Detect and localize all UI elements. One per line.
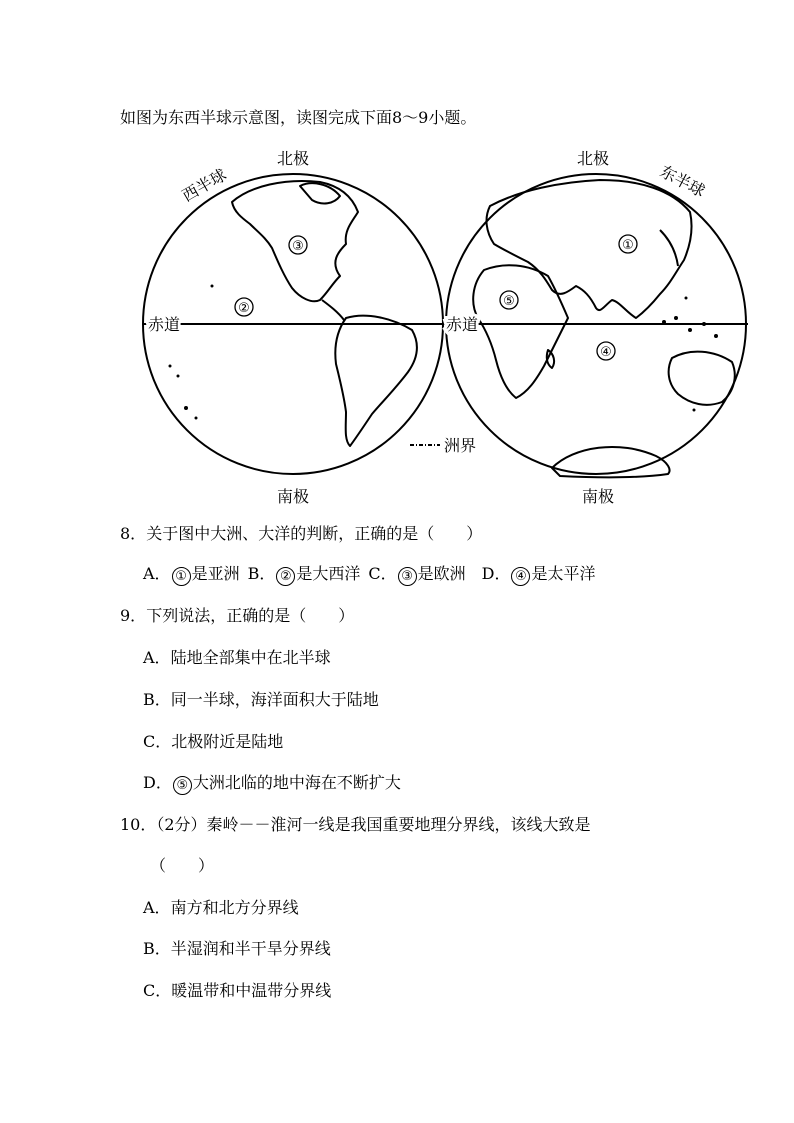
eastern-hemisphere-label: 东半球 bbox=[656, 161, 709, 201]
question-stem: 下列说法，正确的是（ ） bbox=[146, 606, 355, 625]
circled-number: ⑤ bbox=[173, 776, 192, 795]
option-a[interactable]: A． ① 是亚洲 bbox=[143, 564, 240, 584]
svg-text:⑤: ⑤ bbox=[503, 294, 515, 309]
question-9-option-c[interactable]: C．北极附近是陆地 bbox=[143, 732, 284, 751]
australia-shape bbox=[669, 352, 735, 405]
svg-text:①: ① bbox=[622, 238, 634, 253]
question-9-option-a[interactable]: A．陆地全部集中在北半球 bbox=[143, 648, 331, 667]
question-10-option-b[interactable]: B．半湿润和半干旱分界线 bbox=[143, 939, 331, 958]
marker-2 bbox=[235, 298, 253, 316]
marker-3 bbox=[289, 236, 307, 254]
question-number: 9． bbox=[120, 606, 147, 625]
option-b[interactable]: B． ② 是大西洋 bbox=[247, 564, 361, 584]
pacific-islands bbox=[169, 285, 214, 420]
question-8-stem bbox=[120, 524, 482, 544]
svg-text:④: ④ bbox=[600, 345, 612, 360]
marker-1 bbox=[619, 235, 637, 253]
question-9-option-b[interactable]: B．同一半球，海洋面积大于陆地 bbox=[143, 690, 379, 709]
legend-label: 洲界 bbox=[444, 436, 477, 455]
hemisphere-map bbox=[0, 140, 794, 510]
circled-number: ① bbox=[172, 567, 191, 586]
option-d[interactable]: D． ④ 是太平洋 bbox=[481, 564, 596, 584]
question-stem: 关于图中大洲、大洋的判断，正确的是（ ） bbox=[146, 524, 483, 543]
legend-continent-boundary bbox=[410, 436, 476, 455]
equator-label-west: 赤道 bbox=[148, 315, 181, 334]
western-hemisphere-label: 西半球 bbox=[178, 165, 230, 206]
southeast-asia-islands bbox=[662, 297, 718, 412]
question-number: 10． bbox=[120, 815, 157, 834]
south-america-shape bbox=[335, 316, 417, 446]
question-number: 8． bbox=[120, 524, 147, 543]
question-9-stem bbox=[120, 606, 354, 626]
north-pole-label-west: 北极 bbox=[276, 149, 310, 168]
circled-number: ② bbox=[276, 567, 295, 586]
option-c[interactable]: C． ③ 是欧洲 bbox=[368, 564, 466, 584]
svg-text:②: ② bbox=[238, 301, 250, 316]
circled-number: ④ bbox=[511, 567, 530, 586]
north-pole-label-east: 北极 bbox=[576, 149, 610, 168]
marker-4 bbox=[597, 342, 615, 360]
south-pole-label-east: 南极 bbox=[581, 487, 615, 506]
question-8-options bbox=[143, 564, 595, 586]
svg-text:③: ③ bbox=[292, 239, 304, 254]
question-10-option-c[interactable]: C．暖温带和中温带分界线 bbox=[143, 981, 332, 1000]
question-10-stem bbox=[120, 815, 591, 835]
question-stem: （2分）秦岭－－淮河一线是我国重要地理分界线，该线大致是 bbox=[156, 815, 591, 834]
circled-number: ③ bbox=[398, 567, 417, 586]
south-pole-label-west: 南极 bbox=[276, 487, 310, 506]
intro-text: 如图为东西半球示意图，读图完成下面8～9小题。 bbox=[120, 108, 477, 127]
africa-shape bbox=[473, 265, 568, 398]
question-10-option-a[interactable]: A．南方和北方分界线 bbox=[143, 898, 299, 917]
question-9-option-d[interactable]: D． ⑤ 大洲北临的地中海在不断扩大 bbox=[143, 773, 401, 793]
question-10-stem-continued: （ ） bbox=[150, 856, 215, 875]
marker-5 bbox=[500, 291, 518, 309]
equator-label-east: 赤道 bbox=[446, 315, 479, 334]
